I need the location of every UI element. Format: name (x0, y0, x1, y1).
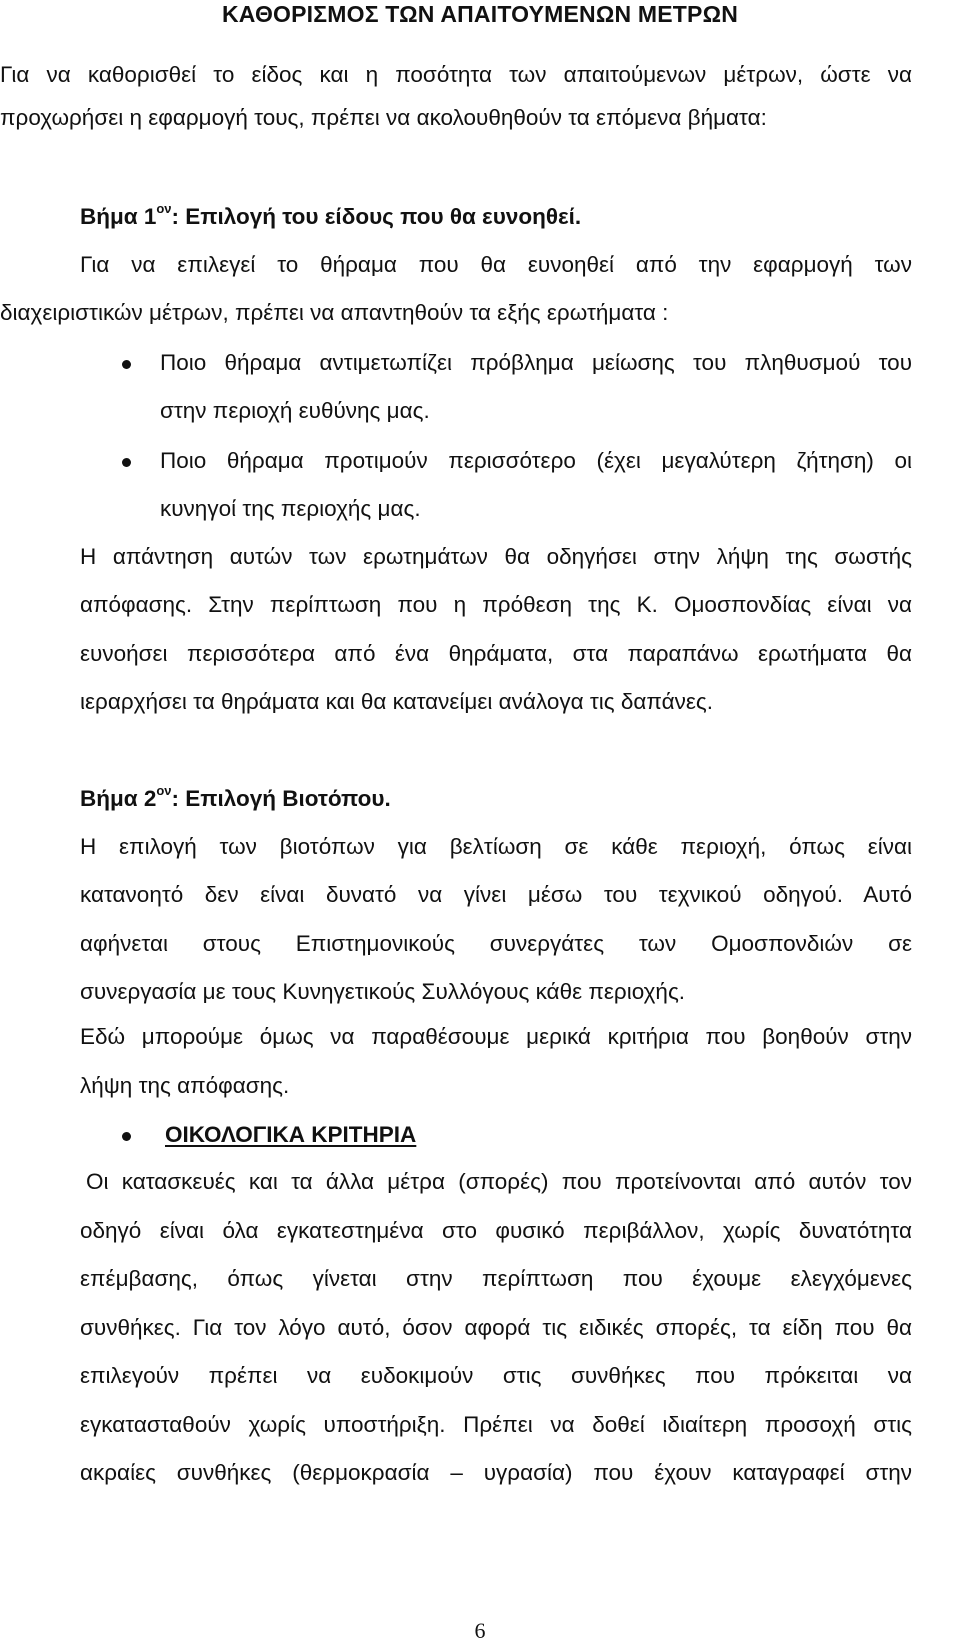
step2-heading (80, 784, 391, 814)
criteria-paragraph-line: συνθήκες. Για τον λόγο αυτό, όσον αφορά τις ειδικές σπορές, τα είδη που θα (80, 1315, 912, 1340)
conclusion-line: Η απάντηση αυτών των ερωτημάτων θα οδηγήσει στην λήψη της σωστής (80, 544, 912, 569)
conclusion-line: ευνοήσει περισσότερα από ένα θηράματα, στα παραπάνω ερωτήματα θα (80, 641, 912, 666)
step1-paragraph-line: διαχειριστικών μέτρων, πρέπει να απαντηθούν τα εξής ερωτήματα : (0, 300, 669, 325)
criteria-paragraph-line: επιλεγούν πρέπει να ευδοκιμούν στις συνθήκες που πρόκειται να (80, 1363, 912, 1388)
step1-heading (80, 202, 581, 232)
conclusion-line: ιεραρχήσει τα θηράματα και θα κατανείμει ανάλογα τις δαπάνες. (80, 689, 713, 714)
bullet-dot (122, 458, 131, 467)
step1-label: Βήμα 1 (80, 204, 157, 229)
step2-paragraph-line: λήψη της απόφασης. (80, 1073, 290, 1098)
step2-title: : Επιλογή Βιοτόπου. (171, 786, 391, 811)
intro-line: Για να καθορισθεί το είδος και η ποσότητα των απαιτούμενων μέτρων, ώστε να (0, 62, 912, 87)
step2-paragraph-line: Η επιλογή των βιοτόπων για βελτίωση σε κάθε περιοχή, όπως είναι (80, 834, 912, 859)
step1-paragraph-line: Για να επιλεγεί το θήραμα που θα ευνοηθεί από την εφαρμογή των (80, 252, 912, 277)
step2-paragraph-line: συνεργασία με τους Κυνηγετικούς Συλλόγους κάθε περιοχής. (80, 979, 686, 1004)
step1-title: : Επιλογή του είδους που θα ευνοηθεί. (171, 204, 582, 229)
bullet-line: Ποιο θήραμα αντιμετωπίζει πρόβλημα μείωσης του πληθυσμού του (160, 350, 912, 375)
criteria-heading: ΟΙΚΟΛΟΓΙΚΑ ΚΡΙΤΗΡΙΑ (165, 1122, 417, 1147)
page-number: 6 (474, 1618, 486, 1643)
step2-superscript: ον (156, 782, 172, 798)
criteria-paragraph-line: ακραίες συνθήκες (θερμοκρασία – υγρασία) που έχουν καταγραφεί στην (80, 1460, 912, 1485)
bullet-dot (122, 360, 131, 369)
criteria-paragraph-line: επέμβασης, όπως γίνεται στην περίπτωση που έχουμε ελεγχόμενες (80, 1266, 912, 1291)
criteria-paragraph-line: Οι κατασκευές και τα άλλα μέτρα (σπορές) που προτείνονται από αυτόν τον (86, 1169, 912, 1194)
bullet-line: στην περιοχή ευθύνης μας. (160, 398, 430, 423)
step2-paragraph-line: κατανοητό δεν είναι δυνατό να γίνει μέσω του τεχνικού οδηγού. Αυτό (80, 882, 912, 907)
criteria-paragraph-line: οδηγό είναι όλα εγκατεστημένα στο φυσικό περιβάλλον, χωρίς δυνατότητα (80, 1218, 912, 1243)
step2-paragraph-line: Εδώ μπορούμε όμως να παραθέσουμε μερικά κριτήρια που βοηθούν στην (80, 1024, 912, 1049)
criteria-paragraph-line: εγκατασταθούν χωρίς υποστήριξη. Πρέπει να δοθεί ιδιαίτερη προσοχή στις (80, 1412, 912, 1437)
step2-paragraph-line: αφήνεται στους Επιστημονικούς συνεργάτες των Ομοσπονδιών σε (80, 931, 912, 956)
bullet-line: κυνηγοί της περιοχής μας. (160, 496, 421, 521)
step2-label: Βήμα 2 (80, 786, 157, 811)
bullet-line: Ποιο θήραμα προτιμούν περισσότερο (έχει μεγαλύτερη ζήτηση) οι (160, 448, 912, 473)
conclusion-line: απόφασης. Στην περίπτωση που η πρόθεση της Κ. Ομοσπονδίας είναι να (80, 592, 912, 617)
step1-superscript: ον (156, 200, 172, 216)
bullet-dot (122, 1132, 131, 1141)
intro-line: προχωρήσει η εφαρμογή τους, πρέπει να ακολουθηθούν τα επόμενα βήματα: (0, 105, 767, 130)
document-heading: ΚΑΘΟΡΙΣΜΟΣ ΤΩΝ ΑΠΑΙΤΟΥΜΕΝΩΝ ΜΕΤΡΩΝ (221, 1, 739, 27)
